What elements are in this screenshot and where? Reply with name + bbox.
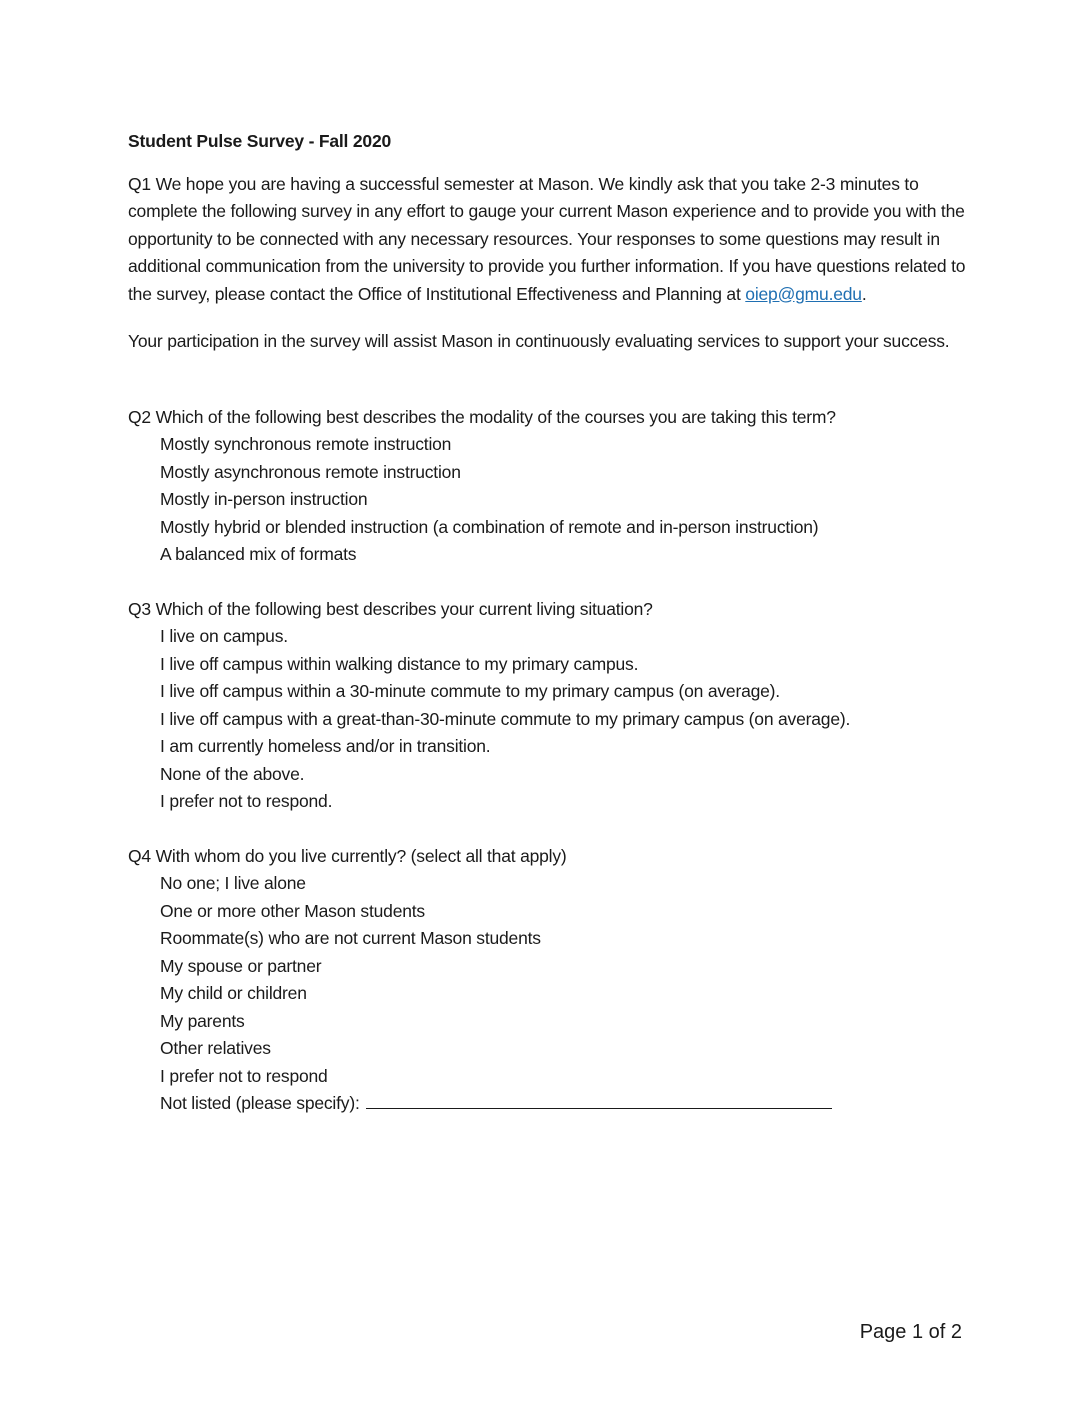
q2-option: A balanced mix of formats [160, 544, 357, 564]
q3-option: I live off campus with a great-than-30-minute commute to my primary campus (on average). [160, 708, 851, 729]
q2-options [128, 431, 978, 569]
document-title: Student Pulse Survey - Fall 2020 [128, 131, 392, 151]
q4-option: Other relatives [160, 1038, 271, 1058]
q2-option: Mostly hybrid or blended instruction (a combination of remote and in-person instruction) [160, 516, 819, 537]
q4-prompt: Q4 With whom do you live currently? (select all that apply) [128, 845, 567, 866]
q3-option: I live off campus within walking distance to my primary campus. [160, 653, 639, 674]
q2-option: Mostly synchronous remote instruction [160, 434, 452, 454]
q3-option: None of the above. [160, 763, 305, 784]
q4-fill-in-option [128, 1090, 978, 1118]
q2-option: Mostly asynchronous remote instruction [160, 461, 461, 482]
participation-paragraph: Your participation in the survey will assist Mason in continuously evaluating services to support your success. [128, 331, 950, 351]
q1-intro [128, 171, 978, 309]
q2-prompt: Q2 Which of the following best describes the modality of the courses you are taking this term? [128, 406, 836, 427]
q3-option: I prefer not to respond. [160, 791, 333, 811]
q4-option: My parents [160, 1010, 245, 1031]
specify-blank-line[interactable] [366, 1090, 832, 1109]
q4-option: Roommate(s) who are not current Mason students [160, 928, 541, 948]
q4-options [128, 870, 978, 1118]
q2-option: Mostly in-person instruction [160, 489, 368, 509]
q1-text-end: . [861, 283, 867, 304]
q4-option: One or more other Mason students [160, 900, 425, 921]
q3-option: I live off campus within a 30-minute commute to my primary campus (on average). [160, 681, 780, 701]
q4-option: I prefer not to respond [160, 1065, 328, 1086]
q4-option: My spouse or partner [160, 955, 322, 976]
q3-option: I am currently homeless and/or in transition. [160, 736, 491, 756]
q1-text: Q1 We hope you are having a successful semester at Mason. We kindly ask that you take 2-3 minutes to complete the following survey in any effort to gauge your current Mason experience and to provide you with the opportunity to be connected with any necessary resources. Your responses to some questions may result in additional communication from the university to provide you further information. If you have questions related to the survey, please contact the Office of Institutional Effectiveness and Planning at [128, 173, 966, 304]
q3-options [128, 623, 978, 816]
q4-option: My child or children [160, 983, 307, 1003]
q3-prompt: Q3 Which of the following best describes your current living situation? [128, 598, 653, 619]
email-link[interactable]: oiep@gmu.edu [745, 283, 862, 304]
page-number: Page 1 of 2 [859, 1321, 962, 1343]
q4-fill-in-label: Not listed (please specify): [160, 1093, 360, 1113]
q4-option: No one; I live alone [160, 873, 306, 893]
q3-option: I live on campus. [160, 626, 288, 646]
document-body [128, 128, 978, 1145]
